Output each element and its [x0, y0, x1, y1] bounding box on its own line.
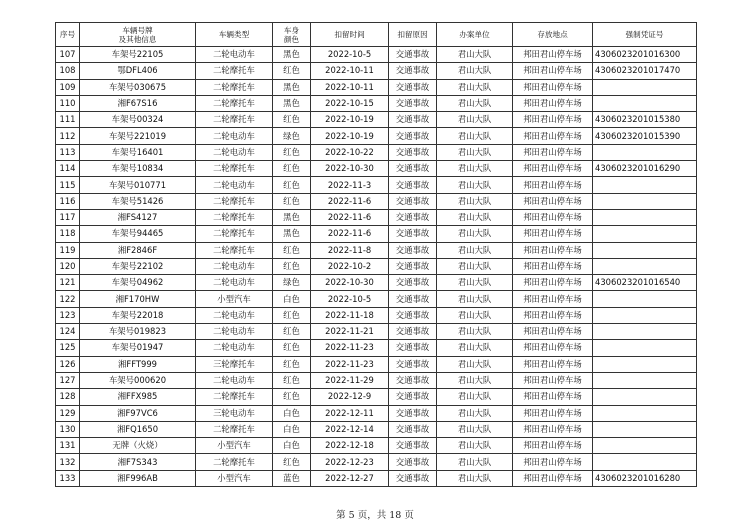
cell-color: 黑色 — [273, 79, 311, 95]
cell-serial: 124 — [56, 324, 80, 340]
cell-serial: 127 — [56, 372, 80, 388]
header-line: 存放地点 — [537, 30, 568, 39]
cell-color: 黑色 — [273, 209, 311, 225]
cell-reason: 交通事故 — [389, 405, 437, 421]
cell-location: 邦田君山停车场 — [513, 421, 593, 437]
cell-location: 邦田君山停车场 — [513, 177, 593, 193]
table-row — [56, 128, 697, 144]
cell-vehicle-type: 三轮摩托车 — [196, 356, 273, 372]
cell-certificate — [593, 144, 697, 160]
cell-plate: 车架号00324 — [80, 112, 196, 128]
cell-reason: 交通事故 — [389, 63, 437, 79]
cell-certificate — [593, 258, 697, 274]
cell-vehicle-type: 二轮电动车 — [196, 324, 273, 340]
cell-unit: 君山大队 — [437, 47, 513, 63]
cell-detain-time: 2022-10-30 — [311, 275, 389, 291]
cell-color: 红色 — [273, 340, 311, 356]
table-row — [56, 307, 697, 323]
cell-reason: 交通事故 — [389, 209, 437, 225]
cell-reason: 交通事故 — [389, 438, 437, 454]
header-line: 车辆类型 — [218, 30, 250, 39]
cell-plate: 湘FFX985 — [80, 389, 196, 405]
cell-certificate — [593, 95, 697, 111]
cell-location: 邦田君山停车场 — [513, 307, 593, 323]
col-header-unit — [437, 23, 513, 47]
cell-detain-time: 2022-11-6 — [311, 209, 389, 225]
table-header-row — [56, 23, 697, 47]
cell-detain-time: 2022-10-11 — [311, 79, 389, 95]
cell-location: 邦田君山停车场 — [513, 226, 593, 242]
cell-vehicle-type: 二轮摩托车 — [196, 161, 273, 177]
cell-plate: 湘F97VC6 — [80, 405, 196, 421]
cell-vehicle-type: 二轮摩托车 — [196, 454, 273, 470]
cell-detain-time: 2022-11-18 — [311, 307, 389, 323]
cell-detain-time: 2022-10-30 — [311, 161, 389, 177]
cell-reason: 交通事故 — [389, 258, 437, 274]
cell-certificate — [593, 291, 697, 307]
cell-detain-time: 2022-12-14 — [311, 421, 389, 437]
cell-detain-time: 2022-11-6 — [311, 193, 389, 209]
cell-unit: 君山大队 — [437, 324, 513, 340]
cell-color: 红色 — [273, 161, 311, 177]
cell-color: 黑色 — [273, 95, 311, 111]
cell-unit: 君山大队 — [437, 177, 513, 193]
cell-vehicle-type: 二轮摩托车 — [196, 63, 273, 79]
cell-serial: 114 — [56, 161, 80, 177]
cell-certificate — [593, 356, 697, 372]
cell-detain-time: 2022-12-23 — [311, 454, 389, 470]
cell-reason: 交通事故 — [389, 79, 437, 95]
cell-reason: 交通事故 — [389, 275, 437, 291]
table-row — [56, 63, 697, 79]
cell-reason: 交通事故 — [389, 128, 437, 144]
cell-unit: 君山大队 — [437, 209, 513, 225]
cell-serial: 125 — [56, 340, 80, 356]
cell-certificate — [593, 307, 697, 323]
table-row — [56, 291, 697, 307]
cell-detain-time: 2022-10-19 — [311, 128, 389, 144]
cell-unit: 君山大队 — [437, 470, 513, 486]
cell-color: 红色 — [273, 454, 311, 470]
header-line: 车辆号牌 — [122, 25, 153, 35]
cell-unit: 君山大队 — [437, 128, 513, 144]
cell-detain-time: 2022-10-5 — [311, 291, 389, 307]
header-line: 扣留原因 — [397, 30, 428, 39]
cell-color: 黑色 — [273, 226, 311, 242]
cell-certificate: 4306023201017470 — [593, 63, 697, 79]
cell-location: 邦田君山停车场 — [513, 438, 593, 454]
cell-detain-time: 2022-11-8 — [311, 242, 389, 258]
cell-location: 邦田君山停车场 — [513, 258, 593, 274]
cell-color: 红色 — [273, 112, 311, 128]
cell-color: 白色 — [273, 405, 311, 421]
cell-detain-time: 2022-10-19 — [311, 112, 389, 128]
cell-vehicle-type: 小型汽车 — [196, 438, 273, 454]
cell-plate: 湘F2846F — [80, 242, 196, 258]
cell-location: 邦田君山停车场 — [513, 209, 593, 225]
cell-serial: 110 — [56, 95, 80, 111]
table-row — [56, 372, 697, 388]
cell-location: 邦田君山停车场 — [513, 47, 593, 63]
cell-plate: 湘F170HW — [80, 291, 196, 307]
cell-color: 红色 — [273, 177, 311, 193]
cell-location: 邦田君山停车场 — [513, 161, 593, 177]
cell-vehicle-type: 二轮电动车 — [196, 47, 273, 63]
col-header-location — [513, 23, 593, 47]
cell-vehicle-type: 二轮电动车 — [196, 128, 273, 144]
table-row — [56, 405, 697, 421]
table-row — [56, 438, 697, 454]
cell-unit: 君山大队 — [437, 258, 513, 274]
cell-detain-time: 2022-10-22 — [311, 144, 389, 160]
cell-location: 邦田君山停车场 — [513, 389, 593, 405]
table-row — [56, 470, 697, 486]
cell-serial: 107 — [56, 47, 80, 63]
cell-vehicle-type: 二轮摩托车 — [196, 193, 273, 209]
cell-serial: 118 — [56, 226, 80, 242]
cell-certificate — [593, 454, 697, 470]
cell-plate: 车架号01947 — [80, 340, 196, 356]
header-line: 强制凭证号 — [625, 30, 664, 39]
cell-plate: 湘FQ1650 — [80, 421, 196, 437]
cell-plate: 无牌（火烧） — [80, 438, 196, 454]
cell-vehicle-type: 二轮电动车 — [196, 258, 273, 274]
cell-plate: 湘FS4127 — [80, 209, 196, 225]
cell-unit: 君山大队 — [437, 95, 513, 111]
cell-vehicle-type: 三轮电动车 — [196, 405, 273, 421]
cell-certificate: 4306023201015380 — [593, 112, 697, 128]
cell-vehicle-type: 小型汽车 — [196, 291, 273, 307]
cell-serial: 131 — [56, 438, 80, 454]
cell-reason: 交通事故 — [389, 177, 437, 193]
cell-certificate — [593, 405, 697, 421]
cell-plate: 湘F67S16 — [80, 95, 196, 111]
cell-location: 邦田君山停车场 — [513, 144, 593, 160]
table-row — [56, 161, 697, 177]
cell-serial: 132 — [56, 454, 80, 470]
cell-vehicle-type: 二轮摩托车 — [196, 95, 273, 111]
cell-color: 红色 — [273, 307, 311, 323]
cell-unit: 君山大队 — [437, 454, 513, 470]
cell-reason: 交通事故 — [389, 307, 437, 323]
cell-unit: 君山大队 — [437, 389, 513, 405]
cell-unit: 君山大队 — [437, 405, 513, 421]
col-header-detain-time — [311, 23, 389, 47]
cell-unit: 君山大队 — [437, 226, 513, 242]
cell-reason: 交通事故 — [389, 340, 437, 356]
cell-detain-time: 2022-11-6 — [311, 226, 389, 242]
cell-certificate: 4306023201016300 — [593, 47, 697, 63]
cell-serial: 133 — [56, 470, 80, 486]
table-row — [56, 144, 697, 160]
header-line: 颜色 — [283, 34, 300, 44]
cell-location: 邦田君山停车场 — [513, 242, 593, 258]
cell-vehicle-type: 二轮电动车 — [196, 177, 273, 193]
cell-vehicle-type: 小型汽车 — [196, 470, 273, 486]
cell-certificate — [593, 79, 697, 95]
cell-vehicle-type: 二轮摩托车 — [196, 209, 273, 225]
cell-location: 邦田君山停车场 — [513, 275, 593, 291]
cell-detain-time: 2022-11-29 — [311, 372, 389, 388]
col-header-serial — [56, 23, 80, 47]
cell-detain-time: 2022-11-3 — [311, 177, 389, 193]
cell-color: 白色 — [273, 421, 311, 437]
cell-vehicle-type: 二轮电动车 — [196, 275, 273, 291]
cell-location: 邦田君山停车场 — [513, 128, 593, 144]
cell-plate: 车架号51426 — [80, 193, 196, 209]
header-line: 扣留时间 — [334, 30, 365, 39]
cell-serial: 109 — [56, 79, 80, 95]
table-row — [56, 177, 697, 193]
page-footer: 第 5 页，共 18 页 — [336, 510, 414, 521]
table-row — [56, 389, 697, 405]
cell-plate: 车架号22102 — [80, 258, 196, 274]
cell-plate: 车架号94465 — [80, 226, 196, 242]
table-row — [56, 193, 697, 209]
cell-unit: 君山大队 — [437, 63, 513, 79]
table-row — [56, 209, 697, 225]
cell-serial: 126 — [56, 356, 80, 372]
cell-color: 红色 — [273, 372, 311, 388]
cell-color: 蓝色 — [273, 470, 311, 486]
col-header-color — [273, 23, 311, 47]
cell-certificate: 4306023201016540 — [593, 275, 697, 291]
cell-serial: 120 — [56, 258, 80, 274]
cell-vehicle-type: 二轮摩托车 — [196, 242, 273, 258]
cell-unit: 君山大队 — [437, 275, 513, 291]
cell-vehicle-type: 二轮摩托车 — [196, 79, 273, 95]
header-line: 车身 — [283, 25, 300, 35]
cell-reason: 交通事故 — [389, 389, 437, 405]
cell-serial: 113 — [56, 144, 80, 160]
cell-plate: 湘F7S343 — [80, 454, 196, 470]
cell-plate: 车架号22018 — [80, 307, 196, 323]
cell-location: 邦田君山停车场 — [513, 193, 593, 209]
cell-unit: 君山大队 — [437, 307, 513, 323]
cell-detain-time: 2022-12-27 — [311, 470, 389, 486]
cell-certificate: 4306023201015390 — [593, 128, 697, 144]
cell-reason: 交通事故 — [389, 356, 437, 372]
cell-reason: 交通事故 — [389, 372, 437, 388]
header-line: 办案单位 — [459, 30, 490, 39]
cell-serial: 117 — [56, 209, 80, 225]
impounded-vehicles-table — [55, 22, 697, 487]
cell-reason: 交通事故 — [389, 242, 437, 258]
cell-vehicle-type: 二轮电动车 — [196, 372, 273, 388]
cell-color: 红色 — [273, 389, 311, 405]
cell-serial: 122 — [56, 291, 80, 307]
cell-reason: 交通事故 — [389, 95, 437, 111]
cell-location: 邦田君山停车场 — [513, 324, 593, 340]
cell-detain-time: 2022-10-2 — [311, 258, 389, 274]
cell-reason: 交通事故 — [389, 454, 437, 470]
cell-reason: 交通事故 — [389, 161, 437, 177]
cell-unit: 君山大队 — [437, 193, 513, 209]
cell-serial: 121 — [56, 275, 80, 291]
cell-serial: 123 — [56, 307, 80, 323]
col-header-plate — [80, 23, 196, 47]
cell-plate: 车架号010771 — [80, 177, 196, 193]
cell-plate: 鄂DFL406 — [80, 63, 196, 79]
cell-detain-time: 2022-12-9 — [311, 389, 389, 405]
cell-unit: 君山大队 — [437, 372, 513, 388]
cell-vehicle-type: 二轮电动车 — [196, 307, 273, 323]
cell-certificate — [593, 209, 697, 225]
cell-reason: 交通事故 — [389, 47, 437, 63]
cell-location: 邦田君山停车场 — [513, 112, 593, 128]
table-row — [56, 242, 697, 258]
cell-reason: 交通事故 — [389, 324, 437, 340]
cell-plate: 车架号000620 — [80, 372, 196, 388]
cell-color: 红色 — [273, 193, 311, 209]
cell-reason: 交通事故 — [389, 193, 437, 209]
cell-serial: 115 — [56, 177, 80, 193]
cell-reason: 交通事故 — [389, 144, 437, 160]
table-row — [56, 324, 697, 340]
cell-unit: 君山大队 — [437, 112, 513, 128]
cell-color: 红色 — [273, 324, 311, 340]
cell-location: 邦田君山停车场 — [513, 79, 593, 95]
table-body — [56, 47, 697, 487]
cell-certificate — [593, 193, 697, 209]
cell-color: 红色 — [273, 63, 311, 79]
cell-unit: 君山大队 — [437, 161, 513, 177]
cell-detain-time: 2022-10-11 — [311, 63, 389, 79]
cell-color: 红色 — [273, 356, 311, 372]
cell-vehicle-type: 二轮摩托车 — [196, 226, 273, 242]
cell-plate: 车架号030675 — [80, 79, 196, 95]
cell-plate: 车架号22105 — [80, 47, 196, 63]
cell-unit: 君山大队 — [437, 421, 513, 437]
table-row — [56, 340, 697, 356]
cell-location: 邦田君山停车场 — [513, 405, 593, 421]
cell-location: 邦田君山停车场 — [513, 470, 593, 486]
col-header-reason — [389, 23, 437, 47]
cell-detain-time: 2022-11-23 — [311, 340, 389, 356]
table-row — [56, 95, 697, 111]
cell-location: 邦田君山停车场 — [513, 95, 593, 111]
cell-vehicle-type: 二轮摩托车 — [196, 112, 273, 128]
cell-plate: 车架号221019 — [80, 128, 196, 144]
cell-serial: 128 — [56, 389, 80, 405]
cell-certificate: 4306023201016280 — [593, 470, 697, 486]
col-header-vehicle-type — [196, 23, 273, 47]
cell-detain-time: 2022-12-11 — [311, 405, 389, 421]
cell-serial: 129 — [56, 405, 80, 421]
cell-certificate — [593, 438, 697, 454]
cell-plate: 湘F996AB — [80, 470, 196, 486]
cell-color: 红色 — [273, 242, 311, 258]
cell-location: 邦田君山停车场 — [513, 63, 593, 79]
cell-certificate — [593, 324, 697, 340]
table-row — [56, 47, 697, 63]
cell-serial: 108 — [56, 63, 80, 79]
cell-plate: 车架号16401 — [80, 144, 196, 160]
cell-color: 红色 — [273, 258, 311, 274]
cell-reason: 交通事故 — [389, 112, 437, 128]
cell-detain-time: 2022-11-23 — [311, 356, 389, 372]
cell-serial: 111 — [56, 112, 80, 128]
cell-plate: 车架号10834 — [80, 161, 196, 177]
cell-location: 邦田君山停车场 — [513, 356, 593, 372]
cell-unit: 君山大队 — [437, 356, 513, 372]
cell-location: 邦田君山停车场 — [513, 372, 593, 388]
col-header-certificate — [593, 23, 697, 47]
cell-serial: 116 — [56, 193, 80, 209]
cell-reason: 交通事故 — [389, 226, 437, 242]
cell-detain-time: 2022-10-15 — [311, 95, 389, 111]
cell-plate: 车架号019823 — [80, 324, 196, 340]
cell-plate: 车架号04962 — [80, 275, 196, 291]
cell-color: 白色 — [273, 438, 311, 454]
cell-certificate — [593, 340, 697, 356]
cell-reason: 交通事故 — [389, 421, 437, 437]
cell-color: 白色 — [273, 291, 311, 307]
cell-detain-time: 2022-11-21 — [311, 324, 389, 340]
cell-plate: 湘FFT999 — [80, 356, 196, 372]
cell-serial: 130 — [56, 421, 80, 437]
cell-certificate — [593, 372, 697, 388]
table-row — [56, 226, 697, 242]
cell-color: 绿色 — [273, 128, 311, 144]
cell-serial: 119 — [56, 242, 80, 258]
cell-color: 红色 — [273, 144, 311, 160]
cell-location: 邦田君山停车场 — [513, 291, 593, 307]
table-row — [56, 258, 697, 274]
cell-vehicle-type: 二轮摩托车 — [196, 389, 273, 405]
cell-reason: 交通事故 — [389, 291, 437, 307]
cell-unit: 君山大队 — [437, 242, 513, 258]
cell-certificate — [593, 226, 697, 242]
cell-certificate — [593, 389, 697, 405]
table-row — [56, 454, 697, 470]
table-row — [56, 79, 697, 95]
table-row — [56, 356, 697, 372]
cell-certificate — [593, 177, 697, 193]
header-line: 序号 — [59, 30, 76, 39]
cell-unit: 君山大队 — [437, 438, 513, 454]
table-row — [56, 112, 697, 128]
cell-vehicle-type: 二轮电动车 — [196, 340, 273, 356]
table-row — [56, 275, 697, 291]
cell-reason: 交通事故 — [389, 470, 437, 486]
cell-color: 绿色 — [273, 275, 311, 291]
header-line: 及其他信息 — [118, 34, 157, 44]
cell-vehicle-type: 二轮摩托车 — [196, 421, 273, 437]
cell-serial: 112 — [56, 128, 80, 144]
cell-unit: 君山大队 — [437, 340, 513, 356]
cell-color: 黑色 — [273, 47, 311, 63]
cell-vehicle-type: 二轮电动车 — [196, 144, 273, 160]
table-row — [56, 421, 697, 437]
cell-detain-time: 2022-10-5 — [311, 47, 389, 63]
cell-location: 邦田君山停车场 — [513, 340, 593, 356]
cell-certificate — [593, 421, 697, 437]
cell-detain-time: 2022-12-18 — [311, 438, 389, 454]
cell-certificate: 4306023201016290 — [593, 161, 697, 177]
cell-unit: 君山大队 — [437, 291, 513, 307]
cell-certificate — [593, 242, 697, 258]
cell-unit: 君山大队 — [437, 144, 513, 160]
cell-location: 邦田君山停车场 — [513, 454, 593, 470]
cell-unit: 君山大队 — [437, 79, 513, 95]
